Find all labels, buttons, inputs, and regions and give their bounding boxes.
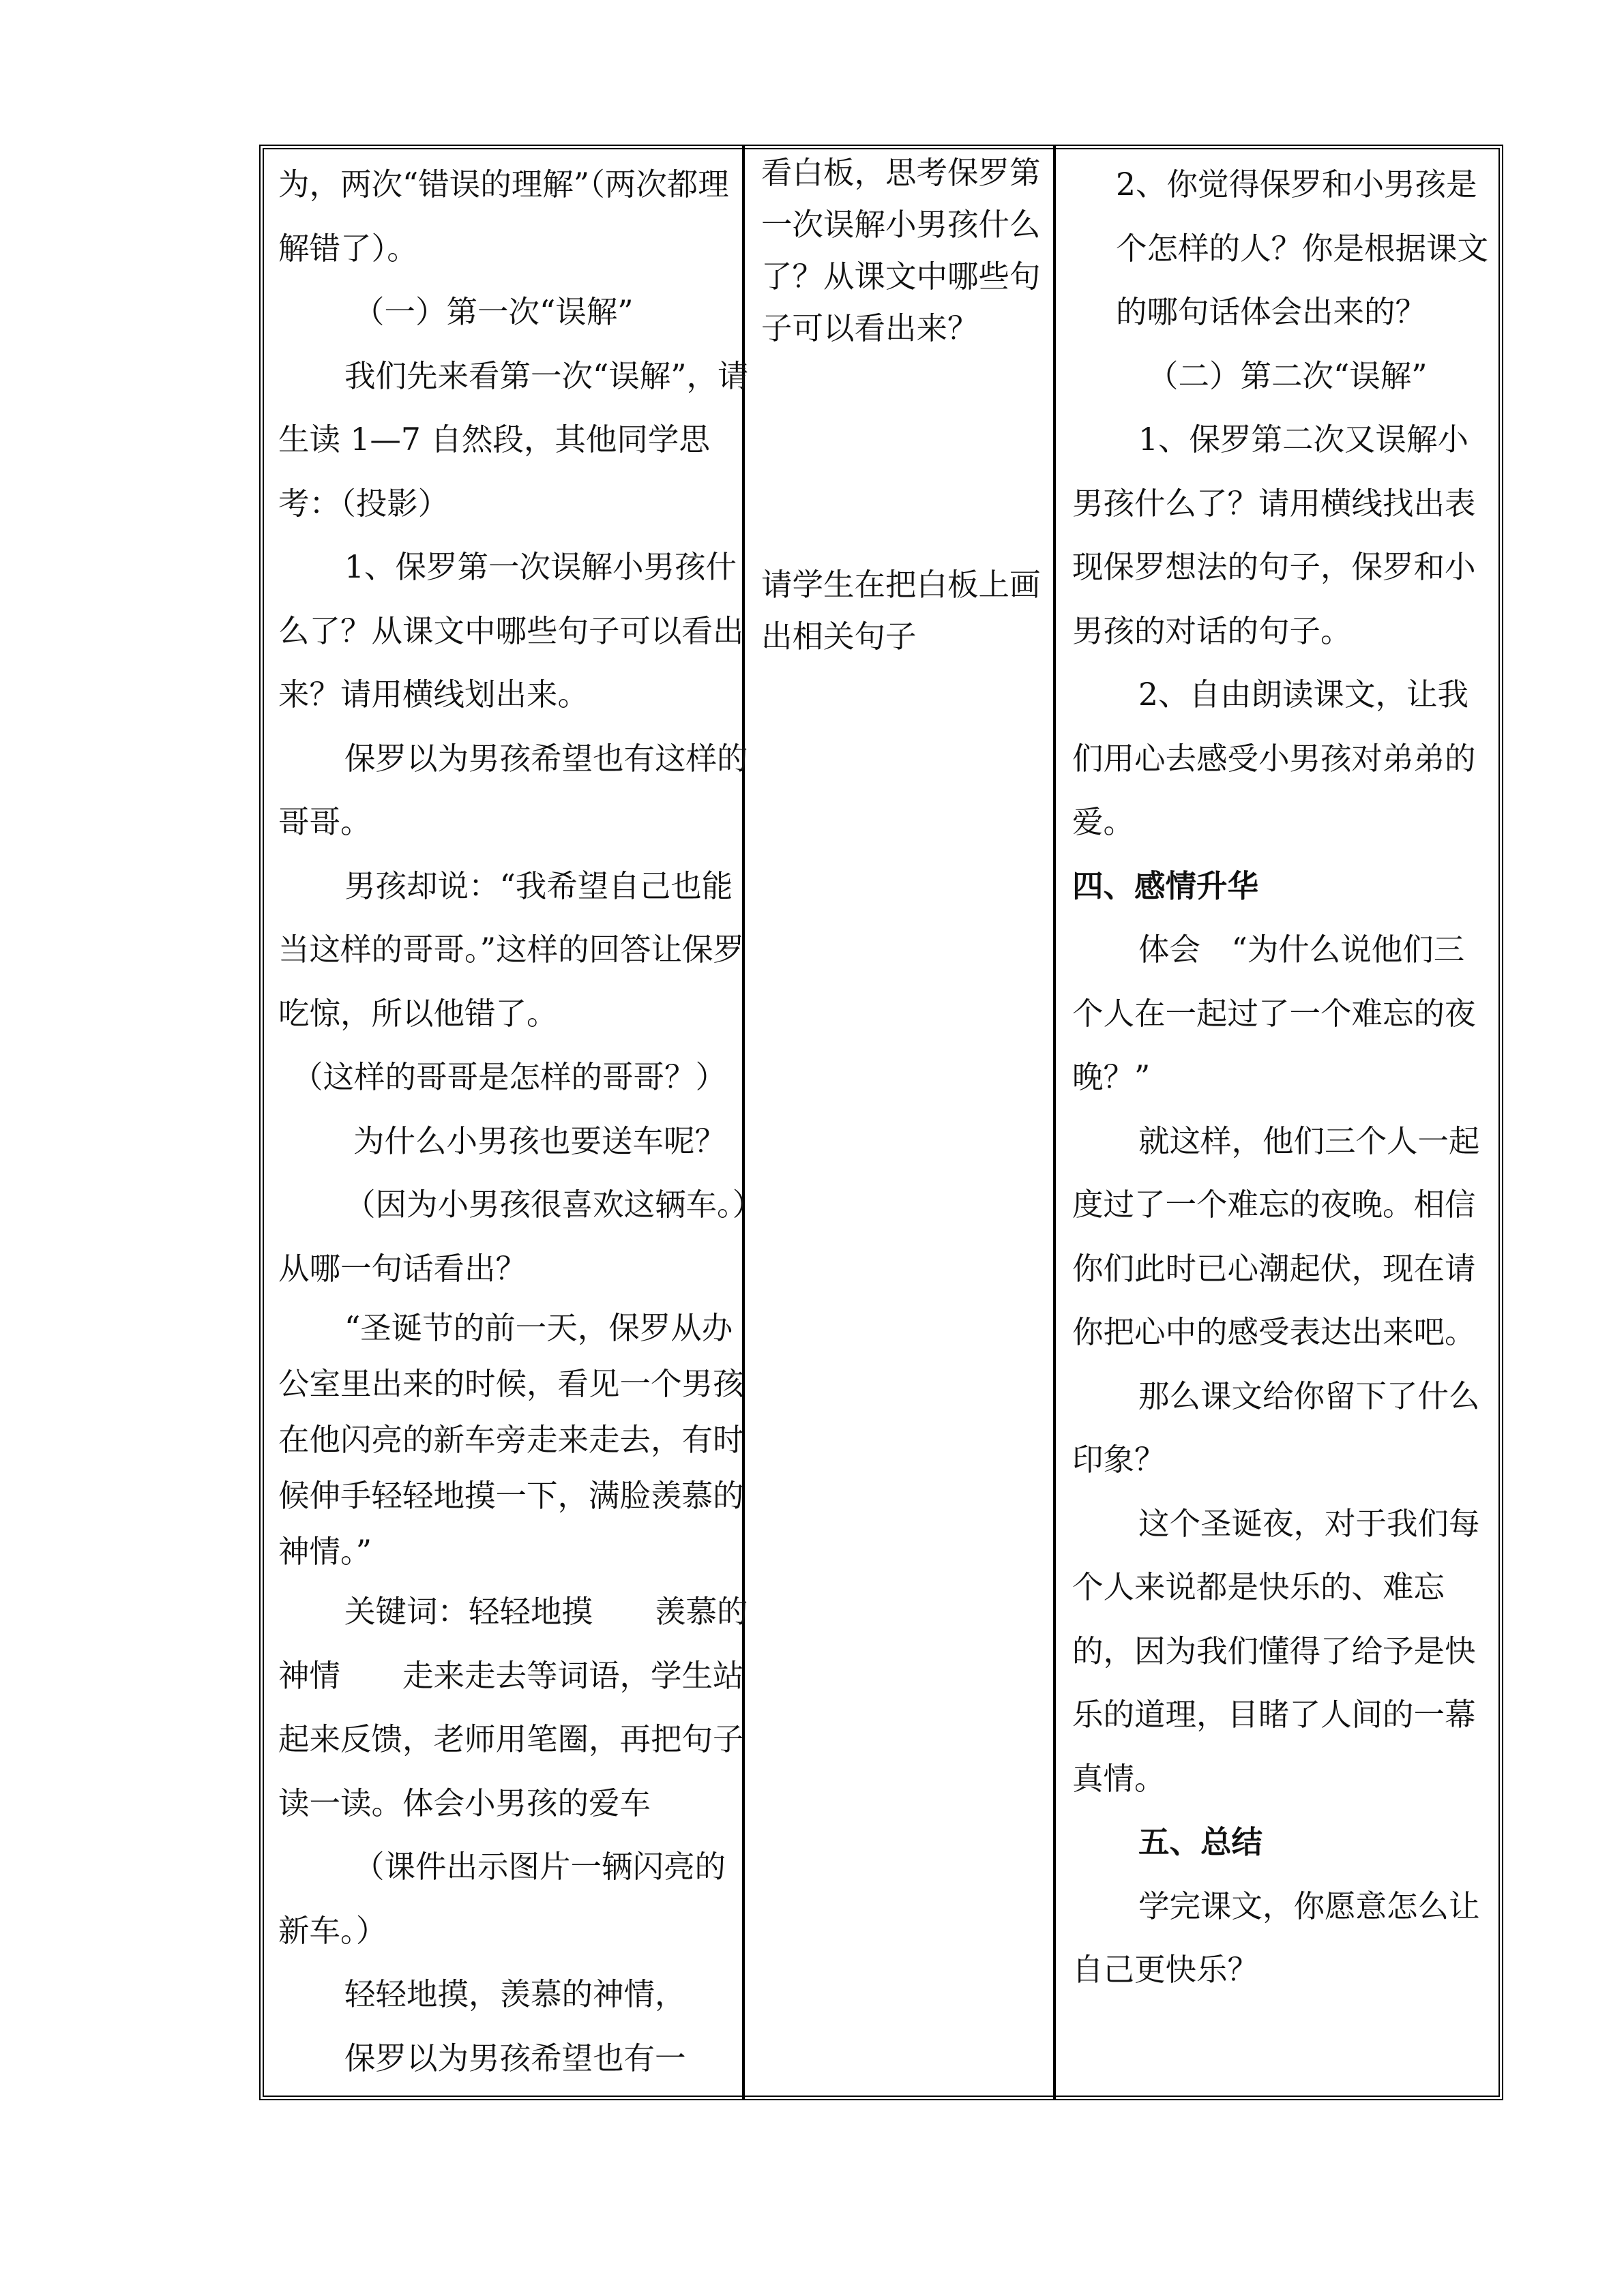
right-paragraph-9: 这个圣诞夜，对于我们每个人来说都是快乐的、难忘的，因为我们懂得了给予是快乐的道理，目睹了人间的一幕真情。 [1072, 1505, 1480, 1797]
middle-paragraph-2: 请学生在把白板上画出相关句子 [761, 567, 1041, 655]
right-paragraph-11: 学完课文，你愿意怎么让自己更快乐？ [1072, 1888, 1480, 1988]
design-intent-column [1072, 153, 1495, 2002]
left-paragraph-11: 关键词：轻轻地摸 羡慕的神情 走来走去等词语，学生站起来反馈，老师用笔圈，再把句子读一读。体会小男孩的爱车 [278, 1594, 748, 1821]
left-paragraph-8: 为什么小男孩也要送车呢？ [353, 1122, 726, 1159]
left-paragraph-3: 我们先来看第一次“误解”，请生读 1—7 自然段，其他同学思考：（投影） [278, 357, 749, 522]
middle-paragraph-1: 看白板，思考保罗第一次误解小男孩什么了？从课文中哪些句子可以看出来？ [761, 155, 1041, 346]
left-paragraph-12: （课件出示图片一辆闪亮的新车。） [278, 1849, 726, 1949]
section-heading-five: 五、总结 [1138, 1823, 1263, 1860]
right-paragraph-3: 1、保罗第二次又误解小男孩什么了？请用横线找出表现保罗想法的句子，保罗和小男孩的对话的句子。 [1072, 421, 1476, 649]
left-paragraph-6: 男孩却说：“我希望自己也能当这样的哥哥。”这样的回答让保罗吃惊，所以他错了。 [278, 867, 745, 1032]
right-paragraph-2: （二）第二次“误解” [1147, 357, 1428, 394]
left-paragraph-5: 保罗以为男孩希望也有这样的哥哥。 [278, 740, 748, 840]
right-paragraph-4: 2、自由朗读课文，让我们用心去感受小男孩对弟弟的爱。 [1072, 676, 1476, 840]
right-paragraph-7: 就这样，他们三个人一起度过了一个难忘的夜晚。相信你们此时已心潮起伏，现在请你把心中的感受表达出来吧。 [1072, 1122, 1480, 1350]
student-activity-column [761, 147, 1061, 663]
section-heading-four: 四、感情升华 [1072, 867, 1259, 904]
right-paragraph-6: 体会 “为什么说他们三个人在一起过了一个难忘的夜晚？” [1072, 931, 1476, 1095]
teaching-content-column [278, 153, 750, 2090]
left-paragraph-1: 为，两次“错误的理解”（两次都理解错了）。 [278, 166, 729, 267]
right-paragraph-8: 那么课文给你留下了什么印象？ [1072, 1377, 1480, 1478]
left-paragraph-14: 保罗以为男孩希望也有一 [344, 2040, 686, 2076]
left-paragraph-9: （因为小男孩很喜欢这辆车。）从哪一句话看出？ [278, 1187, 748, 1287]
right-paragraph-1: 2、你觉得保罗和小男孩是个怎样的人？你是根据课文的哪句话体会出来的？ [1116, 166, 1489, 330]
left-paragraph-7: （这样的哥哥是怎样的哥哥？） [292, 1059, 727, 1095]
left-paragraph-13: 轻轻地摸，羡慕的神情， [344, 1976, 686, 2012]
left-paragraph-10: “圣诞节的前一天，保罗从办公室里出来的时候，看见一个男孩在他闪亮的新车旁走来走去，有时候伸手轻轻地摸一下，满脸羡慕的神情。” [278, 1310, 744, 1570]
left-paragraph-4: 1、保罗第一次误解小男孩什么了？从课文中哪些句子可以看出来？请用横线划出来。 [278, 549, 744, 713]
left-paragraph-2: （一）第一次“误解” [353, 294, 634, 330]
